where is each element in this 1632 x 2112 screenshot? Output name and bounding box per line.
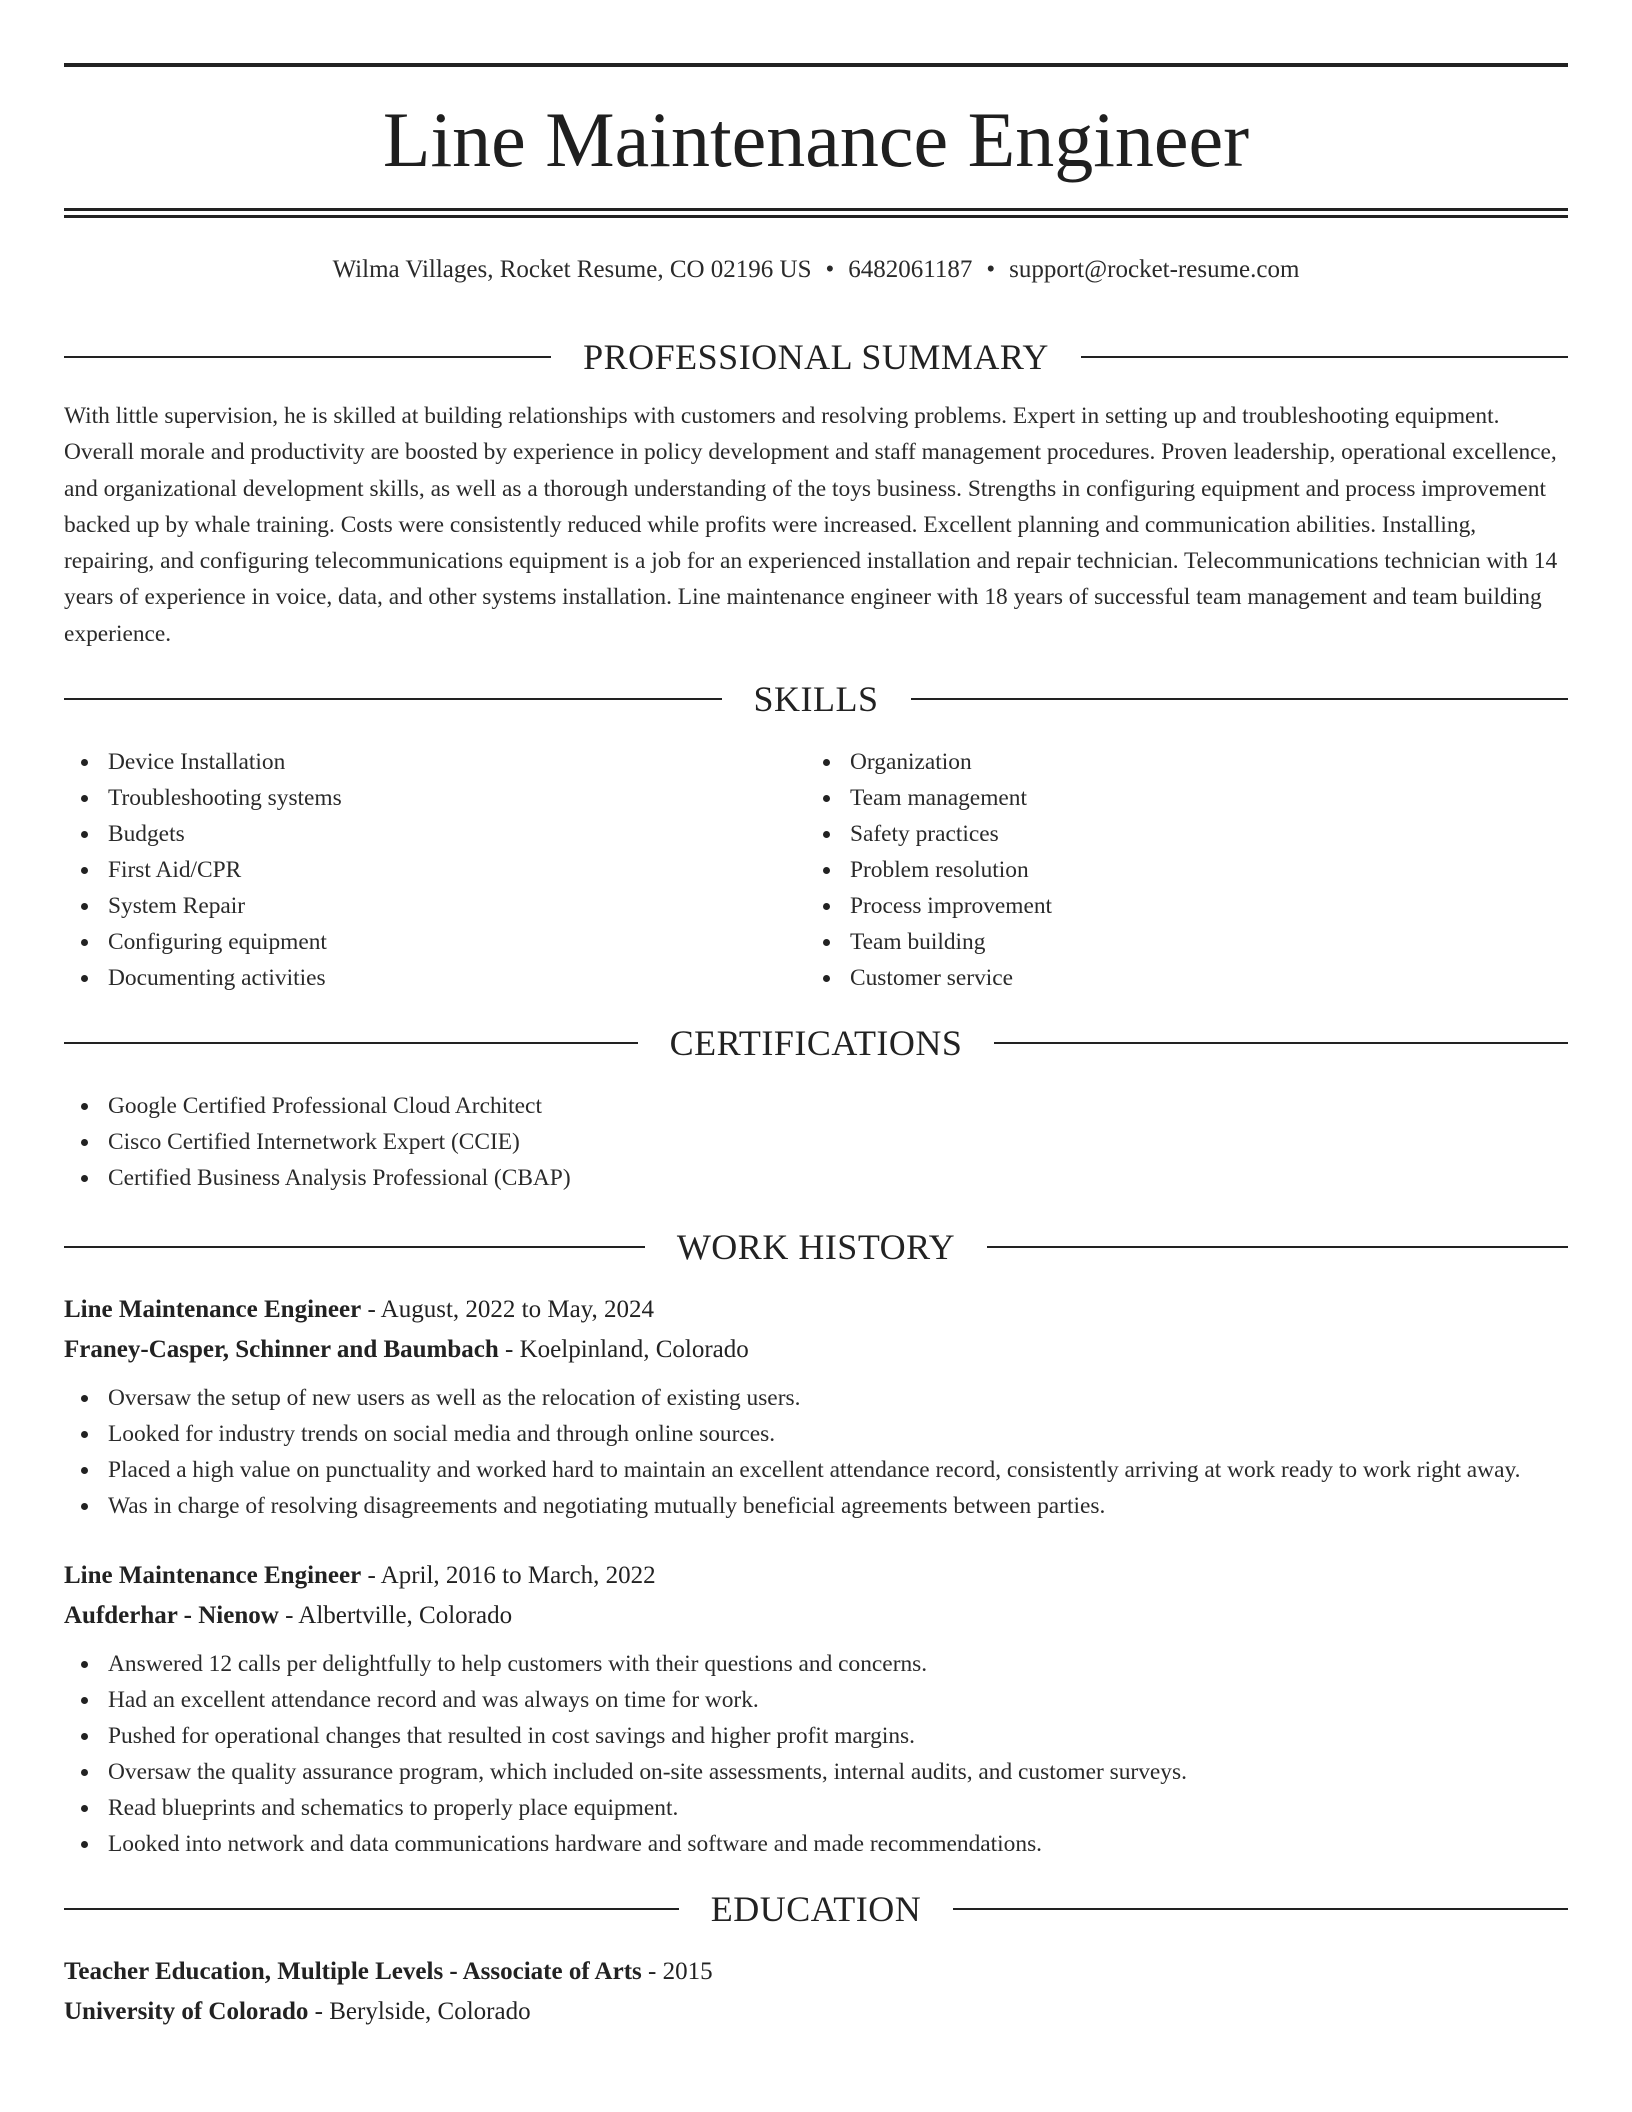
education-section — [64, 1882, 1568, 2032]
job-company: Franey-Casper, Schinner and Baumbach — [64, 1336, 499, 1364]
skill-item: Process improvement — [806, 888, 1568, 924]
job-entry — [64, 1556, 1568, 1862]
job-dates: - August, 2022 to May, 2024 — [361, 1296, 655, 1324]
job-company-line — [64, 1596, 1568, 1636]
education-school: University of Colorado — [64, 1998, 309, 2026]
skills-grid — [64, 744, 1568, 996]
work-history-heading: WORK HISTORY — [676, 1227, 956, 1268]
education-entry — [64, 1952, 1568, 2032]
job-task-item: Placed a high value on punctuality and worked hard to maintain an excellent attendance record, consistently arriving at work ready to work right away. — [64, 1452, 1568, 1488]
skills-heading: SKILLS — [753, 679, 879, 720]
skill-item: Customer service — [806, 960, 1568, 996]
job-title-line — [64, 1290, 1568, 1330]
work-history-section — [64, 1220, 1568, 1862]
job-company: Aufderhar - Nienow — [64, 1602, 279, 1630]
job-task-item: Answered 12 calls per delightfully to help customers with their questions and concerns. — [64, 1646, 1568, 1682]
resume-title: Line Maintenance Engineer — [382, 96, 1250, 183]
skill-item: Configuring equipment — [64, 924, 806, 960]
section-heading — [64, 1016, 1568, 1070]
skill-item: Troubleshooting systems — [64, 780, 806, 816]
job-task-item: Looked into network and data communications hardware and software and made recommendations. — [64, 1826, 1568, 1862]
certification-item: Certified Business Analysis Professional (CBAP) — [64, 1160, 1568, 1196]
certifications-list — [64, 1088, 1568, 1196]
education-degree-line — [64, 1952, 1568, 1992]
job-task-item: Had an excellent attendance record and was always on time for work. — [64, 1682, 1568, 1718]
contact-separator: • — [825, 256, 835, 283]
education-location: - Berylside, Colorado — [308, 1998, 531, 2026]
skill-item: Team building — [806, 924, 1568, 960]
resume-body — [64, 330, 1568, 2032]
heading-rule-left — [64, 1042, 638, 1044]
certifications-heading: CERTIFICATIONS — [669, 1023, 963, 1064]
job-title: Line Maintenance Engineer — [64, 1296, 362, 1324]
education-year: - 2015 — [641, 1958, 713, 1986]
skill-item: Budgets — [64, 816, 806, 852]
heading-rule-left — [64, 698, 722, 700]
job-entry — [64, 1290, 1568, 1524]
header-double-rule-upper — [64, 208, 1568, 211]
heading-rule-right — [1081, 356, 1568, 358]
job-task-item: Looked for industry trends on social media and through online sources. — [64, 1416, 1568, 1452]
heading-rule-right — [987, 1246, 1568, 1248]
job-task-item: Oversaw the quality assurance program, which included on-site assessments, internal audits, and customer surveys. — [64, 1754, 1568, 1790]
section-heading — [64, 330, 1568, 384]
skill-item: System Repair — [64, 888, 806, 924]
summary-section — [64, 330, 1568, 652]
header-top-rule — [64, 63, 1568, 67]
skill-item: Team management — [806, 780, 1568, 816]
job-task-item: Was in charge of resolving disagreements and negotiating mutually beneficial agreements between parties. — [64, 1488, 1568, 1524]
heading-rule-right — [911, 698, 1569, 700]
education-degree: Teacher Education, Multiple Levels - Associate of Arts — [64, 1958, 642, 1986]
skills-list-left — [64, 744, 806, 996]
job-location: - Albertville, Colorado — [278, 1602, 513, 1630]
header-double-rule-lower — [64, 215, 1568, 218]
job-task-item: Oversaw the setup of new users as well as the relocation of existing users. — [64, 1380, 1568, 1416]
heading-rule-left — [64, 1908, 679, 1910]
contact-separator: • — [986, 256, 996, 283]
job-location: - Koelpinland, Colorado — [498, 1336, 749, 1364]
skill-item: Device Installation — [64, 744, 806, 780]
job-task-item: Pushed for operational changes that resulted in cost savings and higher profit margins. — [64, 1718, 1568, 1754]
skill-item: Documenting activities — [64, 960, 806, 996]
contact-address: Wilma Villages, Rocket Resume, CO 02196 US — [332, 256, 812, 283]
section-heading — [64, 1882, 1568, 1936]
heading-rule-left — [64, 1246, 645, 1248]
certifications-section — [64, 1016, 1568, 1196]
skills-list-right — [806, 744, 1568, 996]
job-task-item: Read blueprints and schematics to properly place equipment. — [64, 1790, 1568, 1826]
certification-item: Cisco Certified Internetwork Expert (CCIE) — [64, 1124, 1568, 1160]
skill-item: Organization — [806, 744, 1568, 780]
contact-phone: 6482061187 — [848, 256, 973, 283]
contact-line — [64, 254, 1568, 286]
education-heading: EDUCATION — [710, 1889, 922, 1930]
job-company-line — [64, 1330, 1568, 1370]
education-school-line — [64, 1992, 1568, 2032]
job-tasks-list — [64, 1646, 1568, 1862]
section-heading — [64, 672, 1568, 726]
certification-item: Google Certified Professional Cloud Architect — [64, 1088, 1568, 1124]
job-title: Line Maintenance Engineer — [64, 1562, 362, 1590]
skill-item: Safety practices — [806, 816, 1568, 852]
contact-email: support@rocket-resume.com — [1009, 256, 1300, 283]
summary-heading: PROFESSIONAL SUMMARY — [583, 337, 1049, 377]
summary-text: With little supervision, he is skilled at building relationships with customers and resolving problems. Expert in setting up and troubleshooting equipment. Overall morale and productivity are boosted by experience in policy development and staff management procedures. Proven leadership, operational excellence, and organizational development skills, as well as a thorough understanding of the toys business. Strengths in configuring equipment and process improvement backed up by whale training. Costs were consistently reduced while profits were increased. Excellent planning and communication abilities. Installing, repairing, and configuring telecommunications equipment is a job for an experienced installation and repair technician. Telecommunications technician with 14 years of experience in voice, data, and other systems installation. Line maintenance engineer with 18 years of successful team management and team building experience. — [64, 403, 1558, 647]
skills-section — [64, 672, 1568, 996]
skill-item: Problem resolution — [806, 852, 1568, 888]
heading-rule-left — [64, 356, 551, 358]
heading-rule-right — [994, 1042, 1568, 1044]
job-tasks-list — [64, 1380, 1568, 1524]
job-dates: - April, 2016 to March, 2022 — [361, 1562, 656, 1590]
heading-rule-right — [953, 1908, 1568, 1910]
job-title-line — [64, 1556, 1568, 1596]
section-heading — [64, 1220, 1568, 1274]
skill-item: First Aid/CPR — [64, 852, 806, 888]
